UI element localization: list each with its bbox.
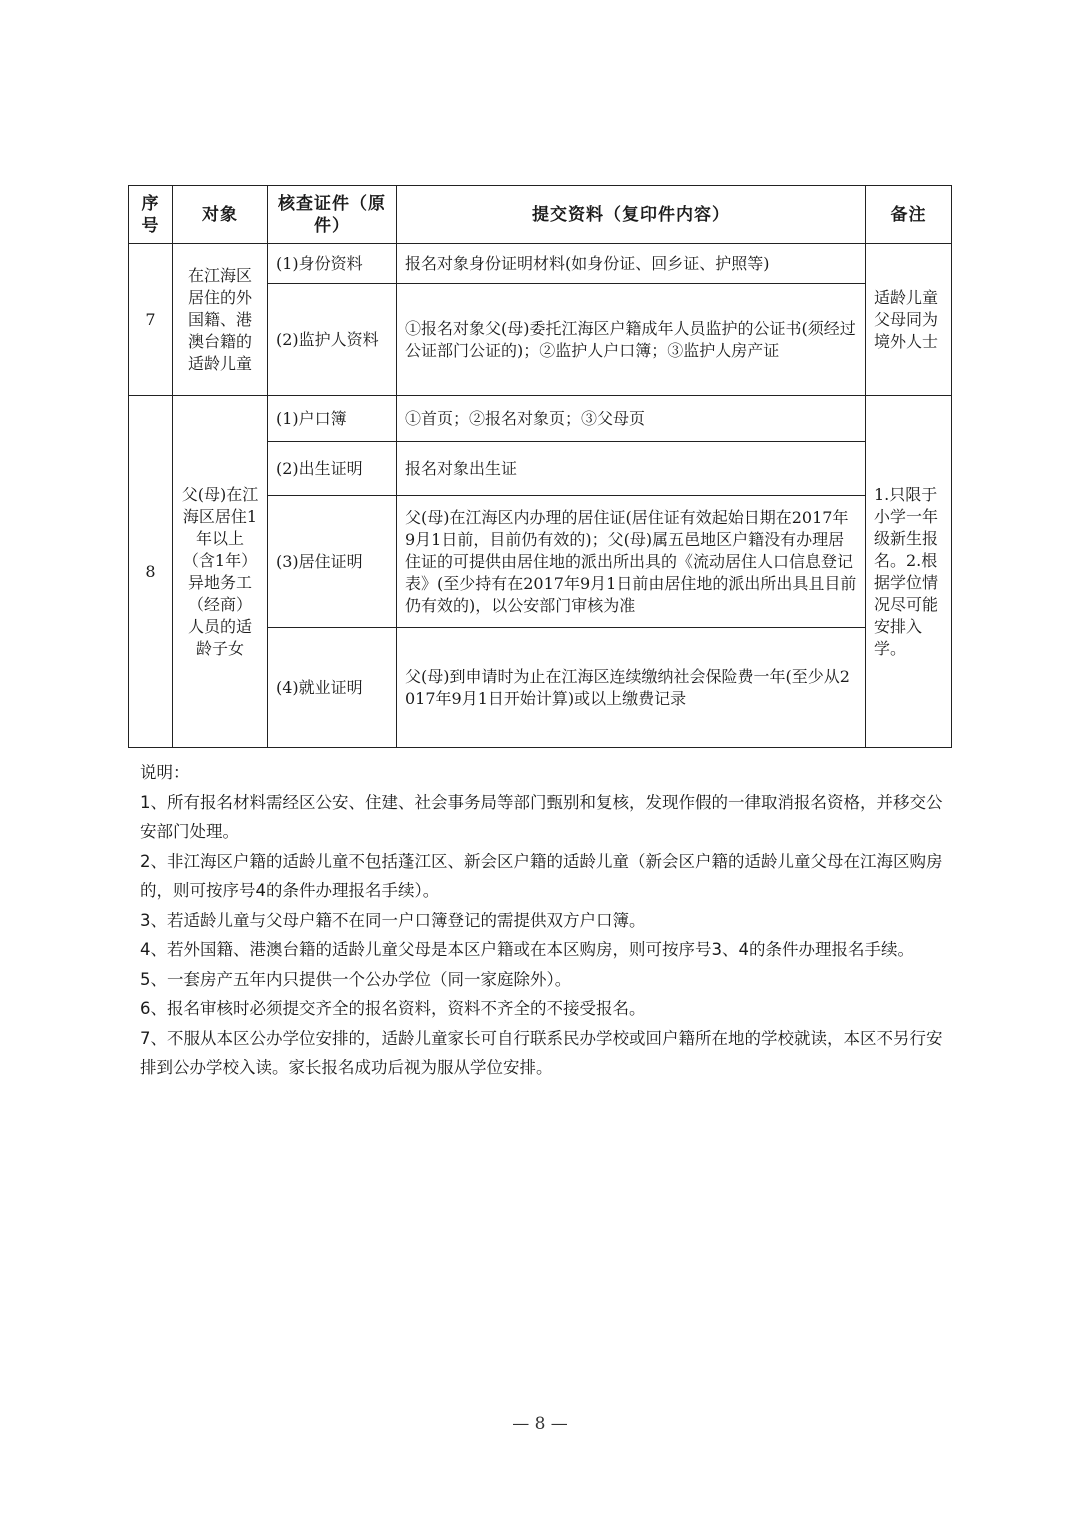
table-header-row	[129, 186, 952, 244]
row8-doc-1: (1)户口簿	[268, 396, 397, 442]
note-item: 5、一套房产五年内只提供一个公办学位（同一家庭除外）。	[140, 969, 572, 989]
page-number: — 8 —	[512, 1414, 568, 1434]
note-item: 7、不服从本区公办学位安排的，适龄儿童家长可自行联系民办学校或回户籍所在地的学校就读，本区不另行安排到公办学校入读。家长报名成功后视为服从学位安排。	[140, 1028, 943, 1077]
note-item: 1、所有报名材料需经区公安、住建、社会事务局等部门甄别和复核，发现作假的一律取消报名资格，并移交公安部门处理。	[140, 792, 943, 841]
row7-materials-1: 报名对象身份证明材料(如身份证、回乡证、护照等)	[397, 244, 866, 284]
table-row	[129, 244, 952, 284]
row7-doc-1: (1)身份资料	[268, 244, 397, 284]
row8-object: 父(母)在江海区居住1年以上（含1年）异地务工（经商）人员的适龄子女	[173, 396, 268, 748]
row7-remark: 适龄儿童父母同为境外人士	[866, 244, 952, 396]
header-materials: 提交资料（复印件内容）	[397, 186, 866, 244]
row7-seq: 7	[129, 244, 173, 396]
table-row	[129, 396, 952, 442]
header-object: 对象	[173, 186, 268, 244]
row8-remark: 1.只限于小学一年级新生报名。2.根据学位情况尽可能安排入学。	[866, 396, 952, 748]
row7-materials-2: ①报名对象父(母)委托江海区户籍成年人员监护的公证书(须经过公证部门公证的)；②监护人户口簿；③监护人房产证	[397, 284, 866, 396]
note-item: 3、若适龄儿童与父母户籍不在同一户口簿登记的需提供双方户口簿。	[140, 910, 646, 930]
note-item: 6、报名审核时必须提交齐全的报名资料，资料不齐全的不接受报名。	[140, 999, 646, 1018]
row8-seq: 8	[129, 396, 173, 748]
notes-section	[140, 758, 955, 1083]
note-item: 2、非江海区户籍的适龄儿童不包括蓬江区、新会区户籍的适龄儿童（新会区户籍的适龄儿童父母在江海区购房的，则可按序号4的条件办理报名手续）。	[140, 851, 943, 900]
row8-materials-2: 报名对象出生证	[397, 442, 866, 496]
row8-materials-3: 父(母)在江海区内办理的居住证(居住证有效起始日期在2017年9月1日前，目前仍有效的)；父(母)属五邑地区户籍没有办理居住证的可提供由居住地的派出所出具的《流动居住人口信息登记表》(至少持有在2017年9月1日前由居住地的派出所出具且目前仍有效的)，以公安部门审核为准	[397, 496, 866, 628]
row8-doc-3: (3)居住证明	[268, 496, 397, 628]
row8-materials-4: 父(母)到申请时为止在江海区连续缴纳社会保险费一年(至少从2017年9月1日开始计算)或以上缴费记录	[397, 628, 866, 748]
header-remark: 备注	[866, 186, 952, 244]
row7-doc-2: (2)监护人资料	[268, 284, 397, 396]
row7-object: 在江海区居住的外国籍、港澳台籍的适龄儿童	[173, 244, 268, 396]
registration-table	[128, 185, 952, 748]
header-seq: 序号	[129, 186, 173, 244]
row8-materials-1: ①首页；②报名对象页；③父母页	[397, 396, 866, 442]
header-doc: 核查证件（原件）	[268, 186, 397, 244]
row8-doc-2: (2)出生证明	[268, 442, 397, 496]
notes-title: 说明：	[140, 763, 190, 782]
note-item: 4、若外国籍、港澳台籍的适龄儿童父母是本区户籍或在本区购房，则可按序号3、4的条件办理报名手续。	[140, 940, 914, 959]
row8-doc-4: (4)就业证明	[268, 628, 397, 748]
